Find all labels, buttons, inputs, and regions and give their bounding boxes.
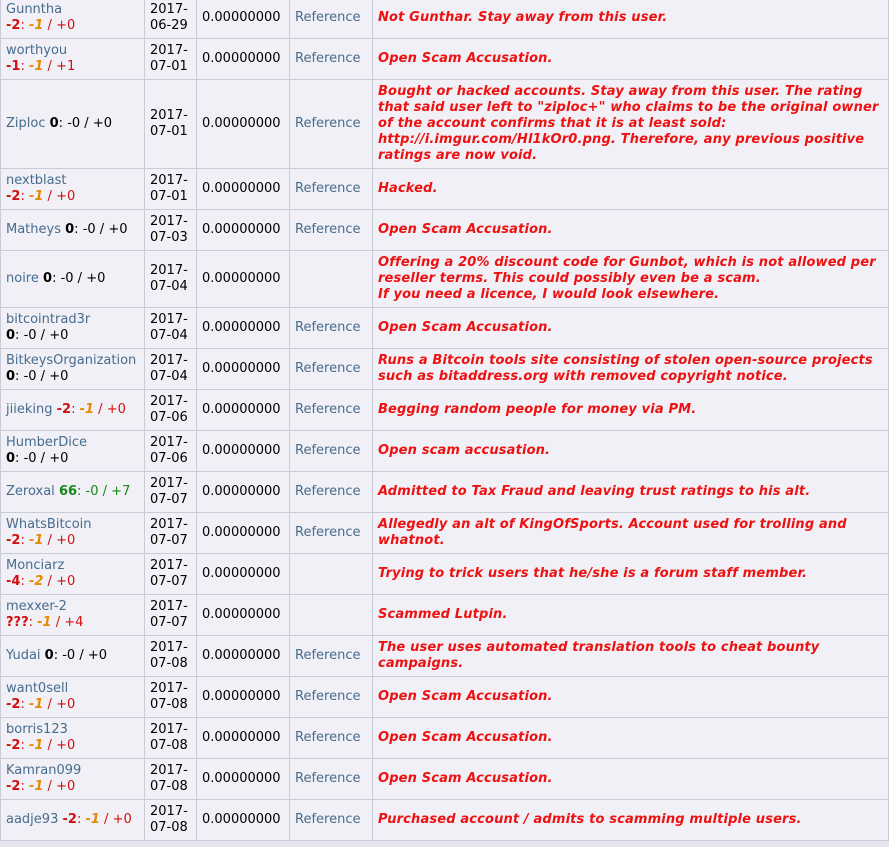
date-cell	[145, 718, 196, 758]
date-year: 2017-	[150, 722, 188, 737]
comment-text: Offering a 20% discount code for Gunbot, which is not allowed per reseller terms. This could possibly even be a scam.	[378, 255, 876, 286]
table-row	[1, 349, 888, 389]
positive-count: +0	[108, 222, 128, 237]
trust-summary: : -1 / +0	[20, 738, 76, 753]
trust-score: -2	[6, 697, 21, 712]
user-cell	[1, 169, 144, 209]
username-link[interactable]: Gunntha	[6, 2, 63, 17]
trust-score: 0	[44, 648, 54, 663]
risked-btc-cell: 0.00000000	[197, 431, 289, 471]
date-day: 06-29	[150, 18, 188, 33]
table-row	[1, 39, 888, 79]
date-cell	[145, 595, 196, 635]
date-cell	[145, 169, 196, 209]
date-year: 2017-	[150, 263, 188, 278]
comment-cell	[373, 0, 888, 38]
negative-count: -0	[23, 328, 37, 343]
negative-count: -0	[85, 484, 99, 499]
comment-text: Open Scam Accusation.	[378, 730, 553, 745]
date-year: 2017-	[150, 43, 188, 58]
risked-btc-cell: 0.00000000	[197, 677, 289, 717]
date-day: 07-08	[150, 820, 188, 835]
trust-score: 0	[6, 369, 16, 384]
username-link[interactable]: jiieking	[6, 402, 53, 417]
comment-text: Open Scam Accusation.	[378, 771, 553, 786]
user-cell	[1, 431, 144, 471]
date-year: 2017-	[150, 108, 188, 123]
user-cell	[1, 390, 144, 430]
positive-count: +4	[64, 615, 84, 630]
comment-cell	[373, 308, 888, 348]
risked-btc-cell: 0.00000000	[197, 800, 289, 840]
comment-text-2: If you need a licence, I would look elsewhere.	[378, 287, 720, 302]
trust-score: -2	[6, 18, 21, 33]
negative-count: -1	[85, 812, 100, 827]
positive-count: +0	[86, 271, 106, 286]
date-year: 2017-	[150, 681, 188, 696]
comment-text: Bought or hacked accounts. Stay away from this user. The rating that said user left to "ziploc+" who claims to be the original owner of the account confirms that it is at least sold: http://i.imgur.com/Hl1kOr0.png. Therefore, any previous positive ratings are now void.	[378, 84, 879, 163]
comment-cell	[373, 39, 888, 79]
comment-cell	[373, 349, 888, 389]
trust-summary: : -0 / +0	[15, 369, 69, 384]
date-cell	[145, 210, 196, 250]
trust-score: 0	[6, 451, 16, 466]
negative-count: -0	[82, 222, 96, 237]
comment-cell	[373, 595, 888, 635]
reference-link[interactable]: Reference	[295, 771, 361, 786]
reference-cell	[290, 759, 372, 799]
date-year: 2017-	[150, 312, 188, 327]
risked-btc-cell: 0.00000000	[197, 210, 289, 250]
date-cell	[145, 759, 196, 799]
risked-btc-cell: 0.00000000	[197, 636, 289, 676]
username-link[interactable]: HumberDice	[6, 435, 88, 450]
reference-cell	[290, 554, 372, 594]
trust-summary: : -0 / +0	[15, 451, 69, 466]
user-cell	[1, 251, 144, 307]
date-year: 2017-	[150, 558, 188, 573]
trust-score: -2	[6, 738, 21, 753]
comment-cell	[373, 431, 888, 471]
positive-count: +0	[92, 116, 112, 131]
user-cell	[1, 595, 144, 635]
positive-count: +0	[106, 402, 126, 417]
risked-btc-cell: 0.00000000	[197, 39, 289, 79]
negative-count: -1	[37, 615, 52, 630]
reference-link[interactable]: Reference	[295, 10, 361, 25]
reference-cell	[290, 169, 372, 209]
date-day: 07-07	[150, 533, 188, 548]
date-day: 07-04	[150, 279, 188, 294]
user-cell	[1, 80, 144, 168]
username-link[interactable]: nextblast	[6, 173, 67, 188]
date-cell	[145, 554, 196, 594]
trust-summary: : -1 / +1	[20, 59, 76, 74]
date-cell	[145, 513, 196, 553]
trust-summary: : -0 / +0	[58, 116, 112, 131]
date-cell	[145, 800, 196, 840]
trust-score: -2	[6, 779, 21, 794]
username-link[interactable]: aadje93	[6, 812, 59, 827]
username-link[interactable]: Matheys	[6, 222, 61, 237]
risked-btc-cell: 0.00000000	[197, 251, 289, 307]
trust-score: 0	[43, 271, 53, 286]
comment-cell	[373, 554, 888, 594]
username-link[interactable]: borris123	[6, 722, 68, 737]
comment-text: Open Scam Accusation.	[378, 320, 553, 335]
trust-score: 0	[65, 222, 75, 237]
date-day: 07-01	[150, 59, 188, 74]
negative-count: -0	[62, 648, 76, 663]
risked-btc-cell: 0.00000000	[197, 554, 289, 594]
reference-cell	[290, 251, 372, 307]
comment-cell	[373, 472, 888, 512]
table-row	[1, 718, 888, 758]
reference-cell	[290, 718, 372, 758]
negative-count: -1	[79, 402, 95, 417]
user-cell	[1, 39, 144, 79]
reference-cell	[290, 636, 372, 676]
comment-text: Allegedly an alt of KingOfSports. Account used for trolling and whatnot.	[378, 517, 847, 548]
comment-cell	[373, 80, 888, 168]
date-cell	[145, 251, 196, 307]
trust-summary: : -1 / +4	[28, 615, 84, 630]
positive-count: +0	[56, 18, 76, 33]
reference-cell	[290, 210, 372, 250]
date-day: 07-01	[150, 189, 188, 204]
date-day: 07-07	[150, 574, 188, 589]
date-cell	[145, 390, 196, 430]
table-row	[1, 595, 888, 635]
comment-text: Trying to trick users that he/she is a forum staff member.	[378, 566, 808, 581]
negative-count: -1	[28, 18, 44, 33]
date-day: 07-04	[150, 369, 188, 384]
comment-text: Begging random people for money via PM.	[378, 402, 697, 417]
reference-link[interactable]: Reference	[295, 648, 361, 663]
comment-cell	[373, 390, 888, 430]
trust-score: -1	[6, 59, 21, 74]
reference-cell	[290, 431, 372, 471]
user-cell	[1, 554, 144, 594]
positive-count: +1	[56, 59, 76, 74]
date-cell	[145, 39, 196, 79]
positive-count: +0	[49, 328, 69, 343]
comment-text: Scammed Lutpin.	[378, 607, 508, 622]
comment-cell	[373, 251, 888, 307]
date-cell	[145, 308, 196, 348]
reference-cell	[290, 390, 372, 430]
username-link[interactable]: Kamran099	[6, 763, 82, 778]
table-row	[1, 0, 888, 38]
date-day: 07-06	[150, 451, 188, 466]
date-cell	[145, 349, 196, 389]
reference-cell	[290, 308, 372, 348]
reference-cell	[290, 595, 372, 635]
date-day: 07-07	[150, 615, 188, 630]
reference-cell	[290, 513, 372, 553]
reference-link[interactable]: Reference	[295, 222, 361, 237]
table-row	[1, 677, 888, 717]
negative-count: -1	[28, 779, 44, 794]
date-cell	[145, 80, 196, 168]
trust-score: ???	[6, 615, 29, 630]
comment-text: Hacked.	[378, 181, 438, 196]
trust-score: -2	[56, 402, 72, 417]
risked-btc-cell: 0.00000000	[197, 390, 289, 430]
date-year: 2017-	[150, 763, 188, 778]
comment-cell	[373, 677, 888, 717]
positive-count: +0	[56, 738, 76, 753]
comment-text: Open Scam Accusation.	[378, 51, 553, 66]
positive-count: +0	[49, 369, 69, 384]
date-day: 07-08	[150, 738, 188, 753]
positive-count: +0	[56, 779, 76, 794]
trust-summary: : -1 / +0	[20, 533, 76, 548]
reference-cell	[290, 472, 372, 512]
table-row	[1, 251, 888, 307]
negative-count: -1	[28, 738, 44, 753]
risked-btc-cell: 0.00000000	[197, 718, 289, 758]
negative-count: -1	[28, 533, 44, 548]
negative-count: -0	[60, 271, 74, 286]
risked-btc-cell: 0.00000000	[197, 169, 289, 209]
trust-summary: : -0 / +0	[15, 328, 69, 343]
username-link[interactable]: want0sell	[6, 681, 69, 696]
trust-summary: : -0 / +0	[74, 222, 128, 237]
user-cell	[1, 800, 144, 840]
table-row	[1, 390, 888, 430]
user-cell	[1, 210, 144, 250]
negative-count: -1	[28, 697, 44, 712]
user-cell	[1, 0, 144, 38]
date-year: 2017-	[150, 2, 188, 17]
table-row	[1, 431, 888, 471]
reference-link[interactable]: Reference	[295, 181, 361, 196]
reference-link[interactable]: Reference	[295, 812, 361, 827]
user-cell	[1, 472, 144, 512]
reference-link[interactable]: Reference	[295, 116, 361, 131]
table-row	[1, 759, 888, 799]
risked-btc-cell: 0.00000000	[197, 595, 289, 635]
table-row	[1, 472, 888, 512]
positive-count: +7	[111, 484, 131, 499]
username-link[interactable]: Ziploc	[6, 116, 46, 131]
user-cell	[1, 718, 144, 758]
username-link[interactable]: noire	[6, 271, 39, 286]
trust-score: -2	[6, 189, 21, 204]
table-row	[1, 513, 888, 553]
comment-cell	[373, 759, 888, 799]
trust-summary: : -0 / +0	[53, 648, 108, 663]
user-cell	[1, 349, 144, 389]
reference-cell	[290, 677, 372, 717]
risked-btc-cell: 0.00000000	[197, 513, 289, 553]
reference-cell	[290, 80, 372, 168]
positive-count: +0	[112, 812, 132, 827]
risked-btc-cell: 0.00000000	[197, 759, 289, 799]
username-link[interactable]: worthyou	[6, 43, 68, 58]
user-cell	[1, 513, 144, 553]
negative-count: -0	[67, 116, 81, 131]
table-row	[1, 210, 888, 250]
trust-summary: : -1 / +0	[76, 812, 132, 827]
user-cell	[1, 677, 144, 717]
reference-cell	[290, 349, 372, 389]
comment-text: Not Gunthar. Stay away from this user.	[378, 10, 668, 25]
username-link[interactable]: mexxer-2	[6, 599, 67, 614]
trust-summary: : -0 / +7	[77, 484, 131, 499]
date-year: 2017-	[150, 517, 188, 532]
username-link[interactable]: WhatsBitcoin	[6, 517, 92, 532]
date-year: 2017-	[150, 353, 188, 368]
trust-summary: : -1 / +0	[71, 402, 126, 417]
comment-cell	[373, 800, 888, 840]
date-day: 07-03	[150, 230, 188, 245]
table-row	[1, 308, 888, 348]
reference-link[interactable]: Reference	[295, 320, 361, 335]
reference-link[interactable]: Reference	[295, 443, 361, 458]
comment-text: Admitted to Tax Fraud and leaving trust ratings to his alt.	[378, 484, 811, 499]
risked-btc-cell: 0.00000000	[197, 80, 289, 168]
date-cell	[145, 472, 196, 512]
date-year: 2017-	[150, 173, 188, 188]
reference-link[interactable]: Reference	[295, 51, 361, 66]
reference-link[interactable]: Reference	[295, 361, 361, 376]
username-link[interactable]: Zeroxal	[6, 484, 55, 499]
username-link[interactable]: BitkeysOrganization	[6, 353, 137, 368]
risked-btc-cell: 0.00000000	[197, 0, 289, 38]
trust-table-body	[1, 0, 888, 840]
date-day: 07-08	[150, 656, 188, 671]
date-day: 07-04	[150, 328, 188, 343]
negative-count: -0	[23, 451, 37, 466]
comment-text: Purchased account / admits to scamming multiple users.	[378, 812, 802, 827]
risked-btc-cell: 0.00000000	[197, 349, 289, 389]
reference-cell	[290, 39, 372, 79]
trust-summary: : -1 / +0	[20, 189, 76, 204]
trust-score: -4	[6, 574, 21, 589]
date-day: 07-01	[150, 124, 188, 139]
date-cell	[145, 636, 196, 676]
trust-score: -2	[62, 812, 77, 827]
comment-cell	[373, 513, 888, 553]
reference-link[interactable]: Reference	[295, 402, 361, 417]
table-row	[1, 636, 888, 676]
trust-summary: : -0 / +0	[52, 271, 106, 286]
table-row	[1, 169, 888, 209]
date-day: 07-08	[150, 697, 188, 712]
comment-text: Open scam accusation.	[378, 443, 551, 458]
date-day: 07-08	[150, 779, 188, 794]
comment-cell	[373, 169, 888, 209]
username-link[interactable]: Monciarz	[6, 558, 65, 573]
comment-text: Runs a Bitcoin tools site consisting of stolen open-source projects such as bitaddress.org with removed copyright notice.	[378, 353, 873, 384]
comment-text: The user uses automated translation tools to cheat bounty campaigns.	[378, 640, 820, 671]
date-year: 2017-	[150, 435, 188, 450]
comment-cell	[373, 718, 888, 758]
table-row	[1, 800, 888, 840]
date-year: 2017-	[150, 476, 188, 491]
reference-link[interactable]: Reference	[295, 689, 361, 704]
comment-text: Open Scam Accusation.	[378, 689, 553, 704]
trust-summary: : -1 / +0	[20, 779, 76, 794]
trust-score: 0	[6, 328, 16, 343]
date-cell	[145, 431, 196, 471]
negative-count: -0	[23, 369, 37, 384]
username-link[interactable]: Yudai	[6, 648, 41, 663]
date-year: 2017-	[150, 599, 188, 614]
positive-count: +0	[49, 451, 69, 466]
date-year: 2017-	[150, 640, 188, 655]
trust-summary: : -2 / +0	[20, 574, 76, 589]
reference-link[interactable]: Reference	[295, 484, 361, 499]
table-row	[1, 80, 888, 168]
trust-summary: : -1 / +0	[20, 697, 76, 712]
negative-count: -1	[28, 59, 44, 74]
date-year: 2017-	[150, 394, 188, 409]
user-cell	[1, 308, 144, 348]
date-year: 2017-	[150, 214, 188, 229]
trust-score: 0	[49, 116, 59, 131]
trust-score: -2	[6, 533, 21, 548]
positive-count: +0	[56, 697, 76, 712]
username-link[interactable]: bitcointrad3r	[6, 312, 91, 327]
comment-text: Open Scam Accusation.	[378, 222, 553, 237]
date-year: 2017-	[150, 804, 188, 819]
positive-count: +0	[56, 189, 76, 204]
risked-btc-cell: 0.00000000	[197, 472, 289, 512]
negative-count: -2	[28, 574, 44, 589]
reference-cell	[290, 0, 372, 38]
comment-cell	[373, 210, 888, 250]
trust-summary: : -1 / +0	[20, 18, 76, 33]
positive-count: +0	[56, 574, 76, 589]
reference-link[interactable]: Reference	[295, 525, 361, 540]
risked-btc-cell: 0.00000000	[197, 308, 289, 348]
positive-count: +0	[56, 533, 76, 548]
negative-count: -1	[28, 189, 44, 204]
user-cell	[1, 636, 144, 676]
comment-cell	[373, 636, 888, 676]
positive-count: +0	[87, 648, 108, 663]
date-day: 07-06	[150, 410, 188, 425]
user-cell	[1, 759, 144, 799]
reference-link[interactable]: Reference	[295, 730, 361, 745]
date-day: 07-07	[150, 492, 188, 507]
date-cell	[145, 0, 196, 38]
reference-cell	[290, 800, 372, 840]
table-row	[1, 554, 888, 594]
trust-score: 66	[58, 484, 78, 499]
date-cell	[145, 677, 196, 717]
